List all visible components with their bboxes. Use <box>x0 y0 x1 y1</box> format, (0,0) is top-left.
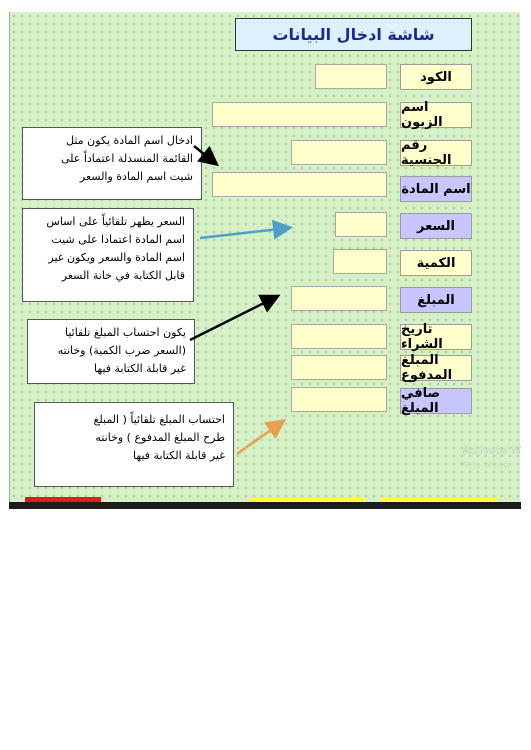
nationality-no-input[interactable] <box>291 140 387 165</box>
label-purchase-date: تاريخ الشراء <box>400 324 472 350</box>
note-line: القائمة المنسدلة اعتماداً على <box>60 152 193 165</box>
note-line: يكون احتساب المبلغ تلقائيا <box>64 326 186 339</box>
customer-name-input[interactable] <box>212 102 387 127</box>
label-quantity: الكمية <box>400 250 472 276</box>
purchase-date-input[interactable] <box>291 324 387 349</box>
paid-amount-input[interactable] <box>291 355 387 380</box>
note-line: غير قابلة الكتابة فيها <box>133 449 225 462</box>
label-customer-name: اسم الزبون <box>400 102 472 128</box>
label-paid-amount: المبلغ المدفوع <box>400 355 472 381</box>
label-amount: المبلغ <box>400 287 472 313</box>
watermark-line1: Activate W <box>462 444 522 457</box>
sheet-bottom-border <box>9 502 521 509</box>
note-line: شيت اسم المادة والسعر <box>79 170 193 183</box>
note-amount <box>27 319 195 384</box>
note-line: اسم المادة اعتمادا على شيت <box>51 233 185 246</box>
screen-title: شاشة ادخال البيانات <box>235 18 472 51</box>
note-line: (السعر ضرب الكمية) وخانته <box>57 344 186 357</box>
note-net-amount <box>34 402 234 487</box>
price-input[interactable] <box>335 212 387 237</box>
note-item-name <box>22 127 202 200</box>
label-price: السعر <box>400 213 472 239</box>
amount-input <box>291 286 387 311</box>
note-line: قابل الكتابة في خانة السعر <box>61 269 185 282</box>
note-line: طرح المبلغ المدفوع ) وخانته <box>95 431 225 444</box>
note-line: ادخال اسم المادة يكون مثل <box>66 134 193 147</box>
label-net-amount: صافي المبلغ <box>400 388 472 414</box>
activation-watermark <box>462 444 521 472</box>
watermark-line2: Go to Settings <box>462 461 512 469</box>
note-line: اسم المادة والسعر ويكون غير <box>48 251 185 264</box>
label-code: الكود <box>400 64 472 90</box>
label-nationality-no: رقم الجنسية <box>400 140 472 166</box>
quantity-input[interactable] <box>333 249 387 274</box>
item-name-input[interactable] <box>212 172 387 197</box>
note-line: السعر يظهر تلقائياً على اساس <box>46 215 185 228</box>
note-price <box>22 208 194 302</box>
net-amount-input <box>291 387 387 412</box>
code-input[interactable] <box>315 64 387 89</box>
label-item-name: اسم المادة <box>400 176 472 202</box>
note-line: غير قابلة الكتابة فيها <box>94 362 186 375</box>
note-line: احتساب المبلغ تلقائياً ( المبلغ <box>93 413 225 426</box>
